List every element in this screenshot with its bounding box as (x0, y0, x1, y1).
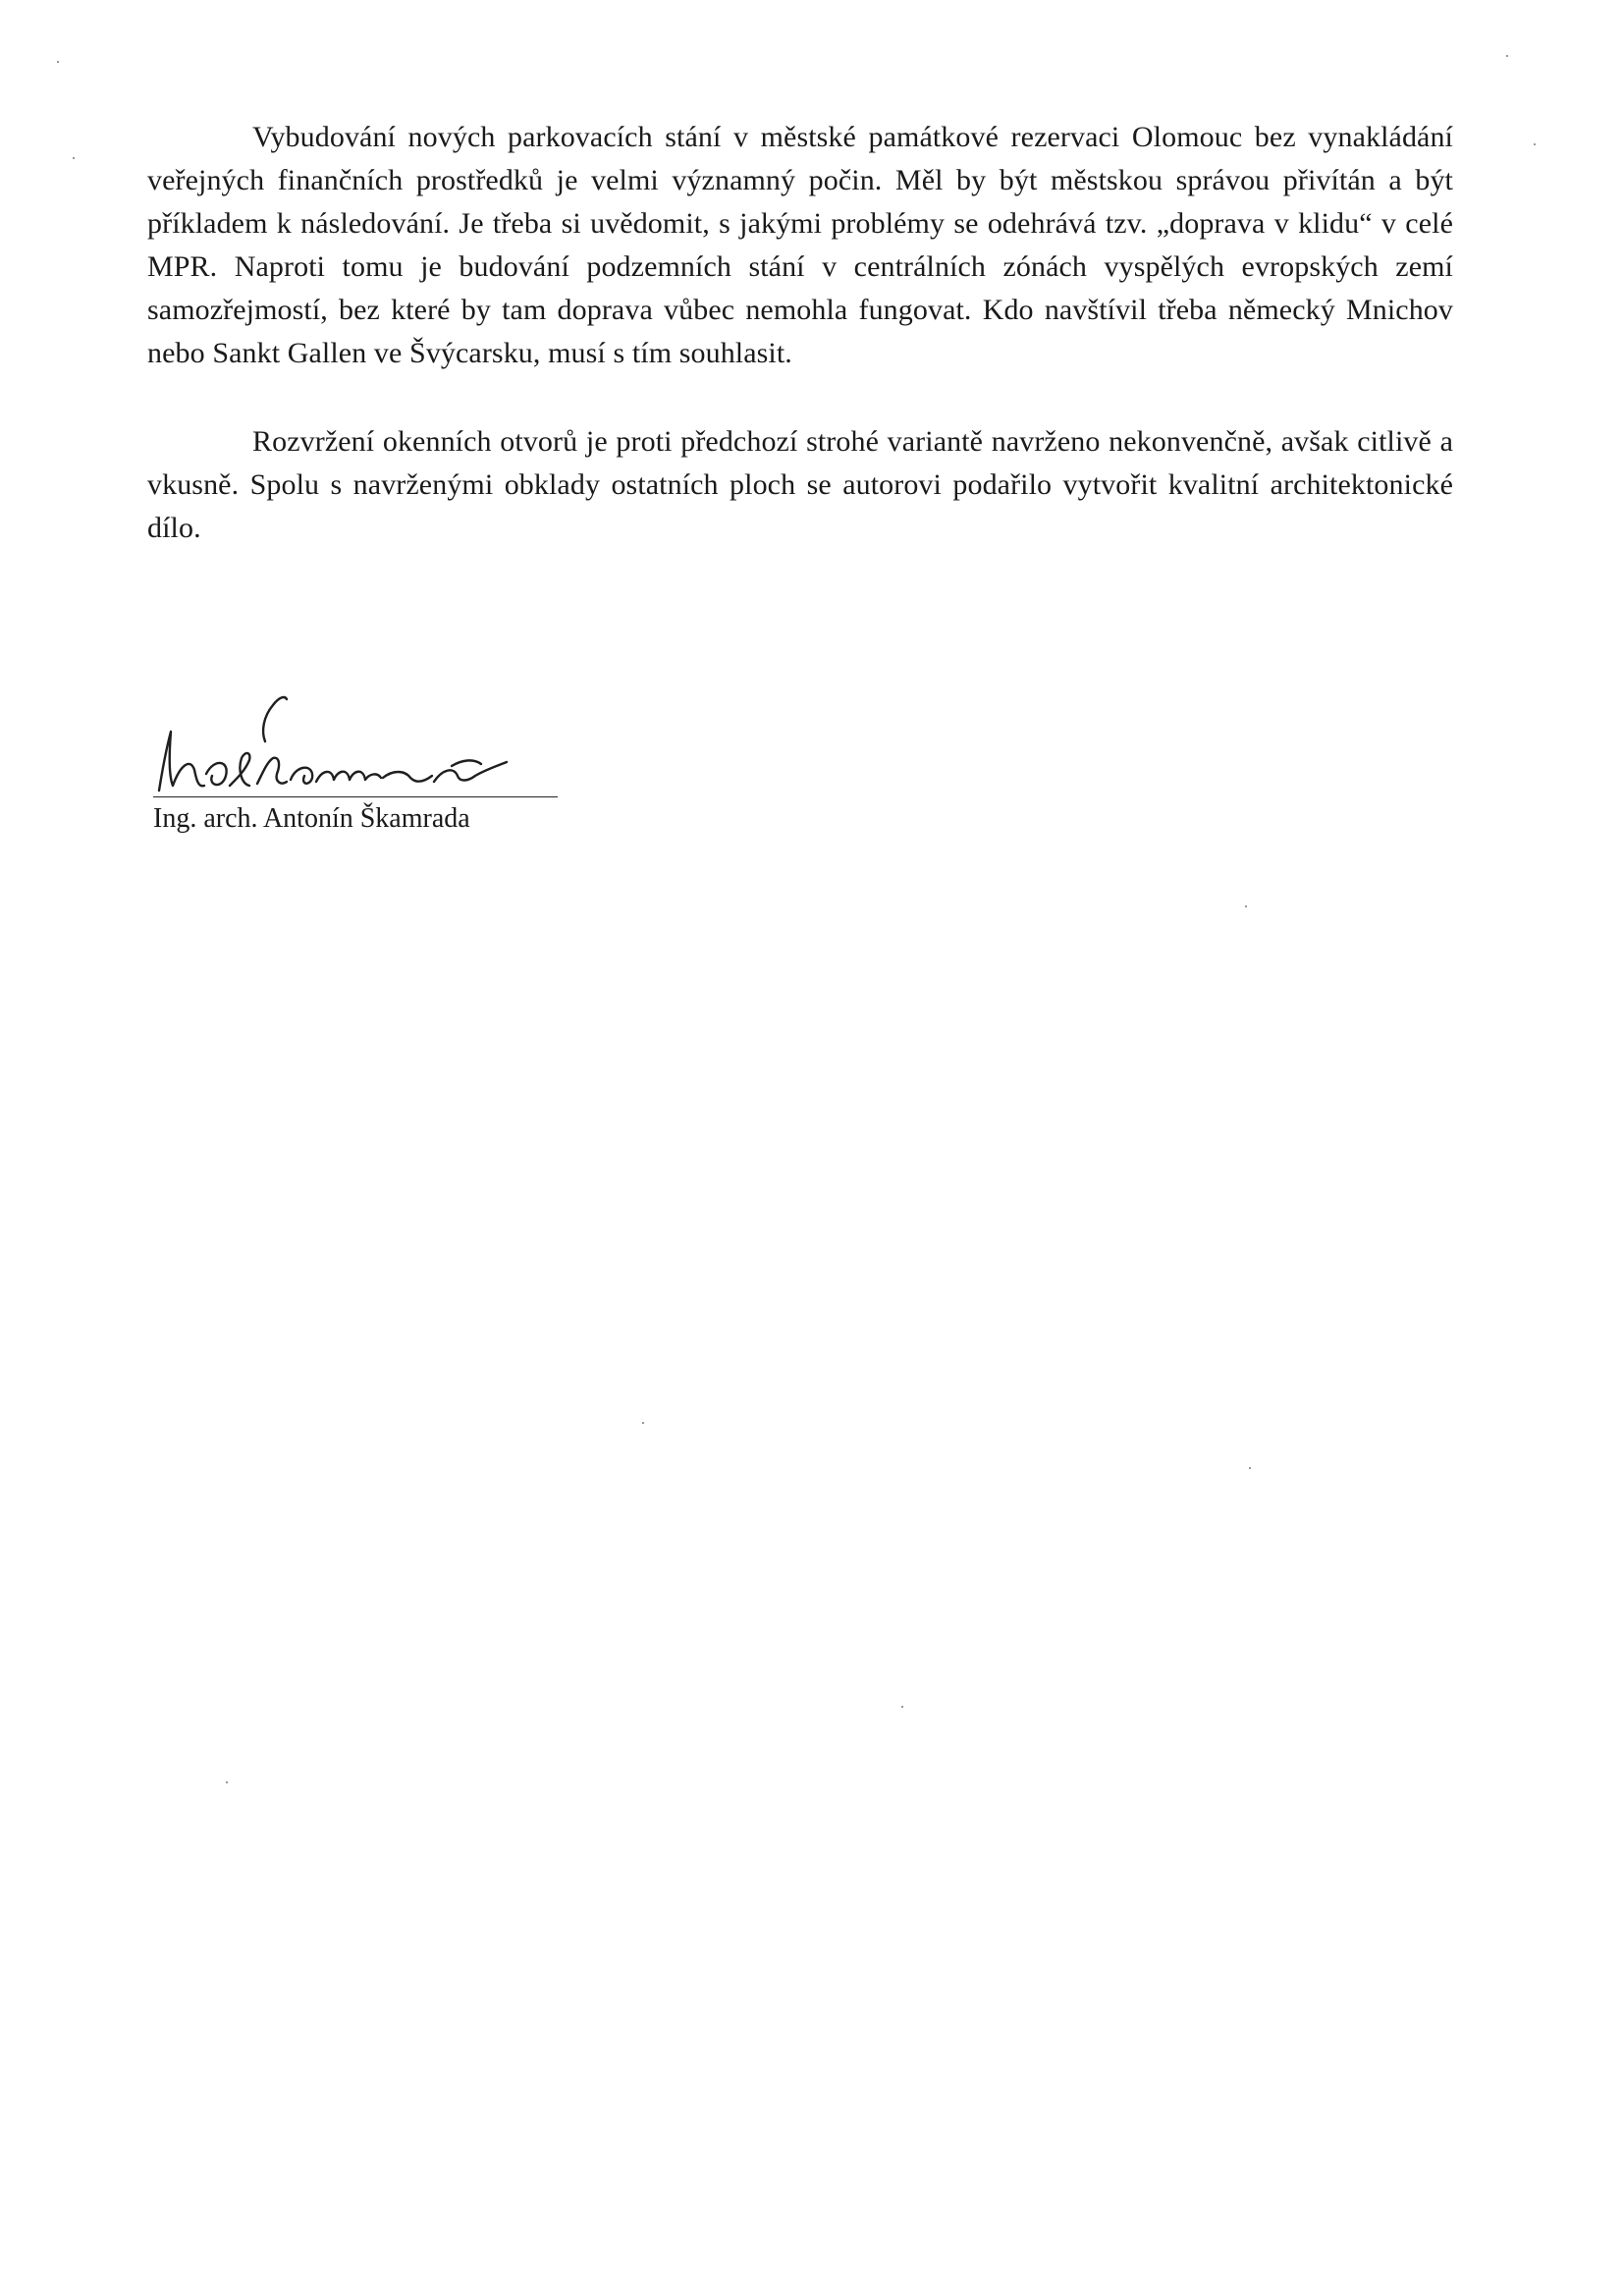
document-body (147, 116, 1453, 550)
signature-block (147, 687, 560, 845)
handwritten-signature (147, 687, 560, 805)
scan-speck (1506, 55, 1508, 57)
scan-speck (226, 1781, 228, 1783)
scan-speck (901, 1706, 903, 1708)
paragraph-parking: Vybudování nových parkovacích stání v městské památkové rezervaci Olomouc bez vynakládání veřejných finančních prostředků je velmi významný počin. Měl by být městskou správou přivítán a být příkladem k následování. Je třeba si uvědomit, s jakými problémy se odehrává tzv. „doprava v klidu“ v celé MPR. Naproti tomu je budování podzemních stání v centrálních zónách vyspělých evropských zemí samozřejmostí, bez které by tam doprava vůbec nemohla fungovat. Kdo navštívil třeba německý Mnichov nebo Sankt Gallen ve Švýcarsku, musí s tím souhlasit. (147, 121, 1453, 369)
scan-speck (1249, 1467, 1251, 1469)
signatory-name: Ing. arch. Antonín Škamrada (153, 803, 470, 834)
scan-speck (73, 157, 75, 159)
signature-line (153, 796, 558, 797)
scan-speck (1534, 143, 1536, 145)
scan-speck (1245, 905, 1247, 907)
scan-speck (57, 61, 59, 63)
paragraph-architecture: Rozvržení okenních otvorů je proti předchozí strohé variantě navrženo nekonvenčně, avšak citlivě a vkusně. Spolu s navrženými obklady ostatních ploch se autorovi podařilo vytvořit kvalitní architektonické dílo. (147, 425, 1453, 544)
scan-speck (642, 1422, 644, 1424)
